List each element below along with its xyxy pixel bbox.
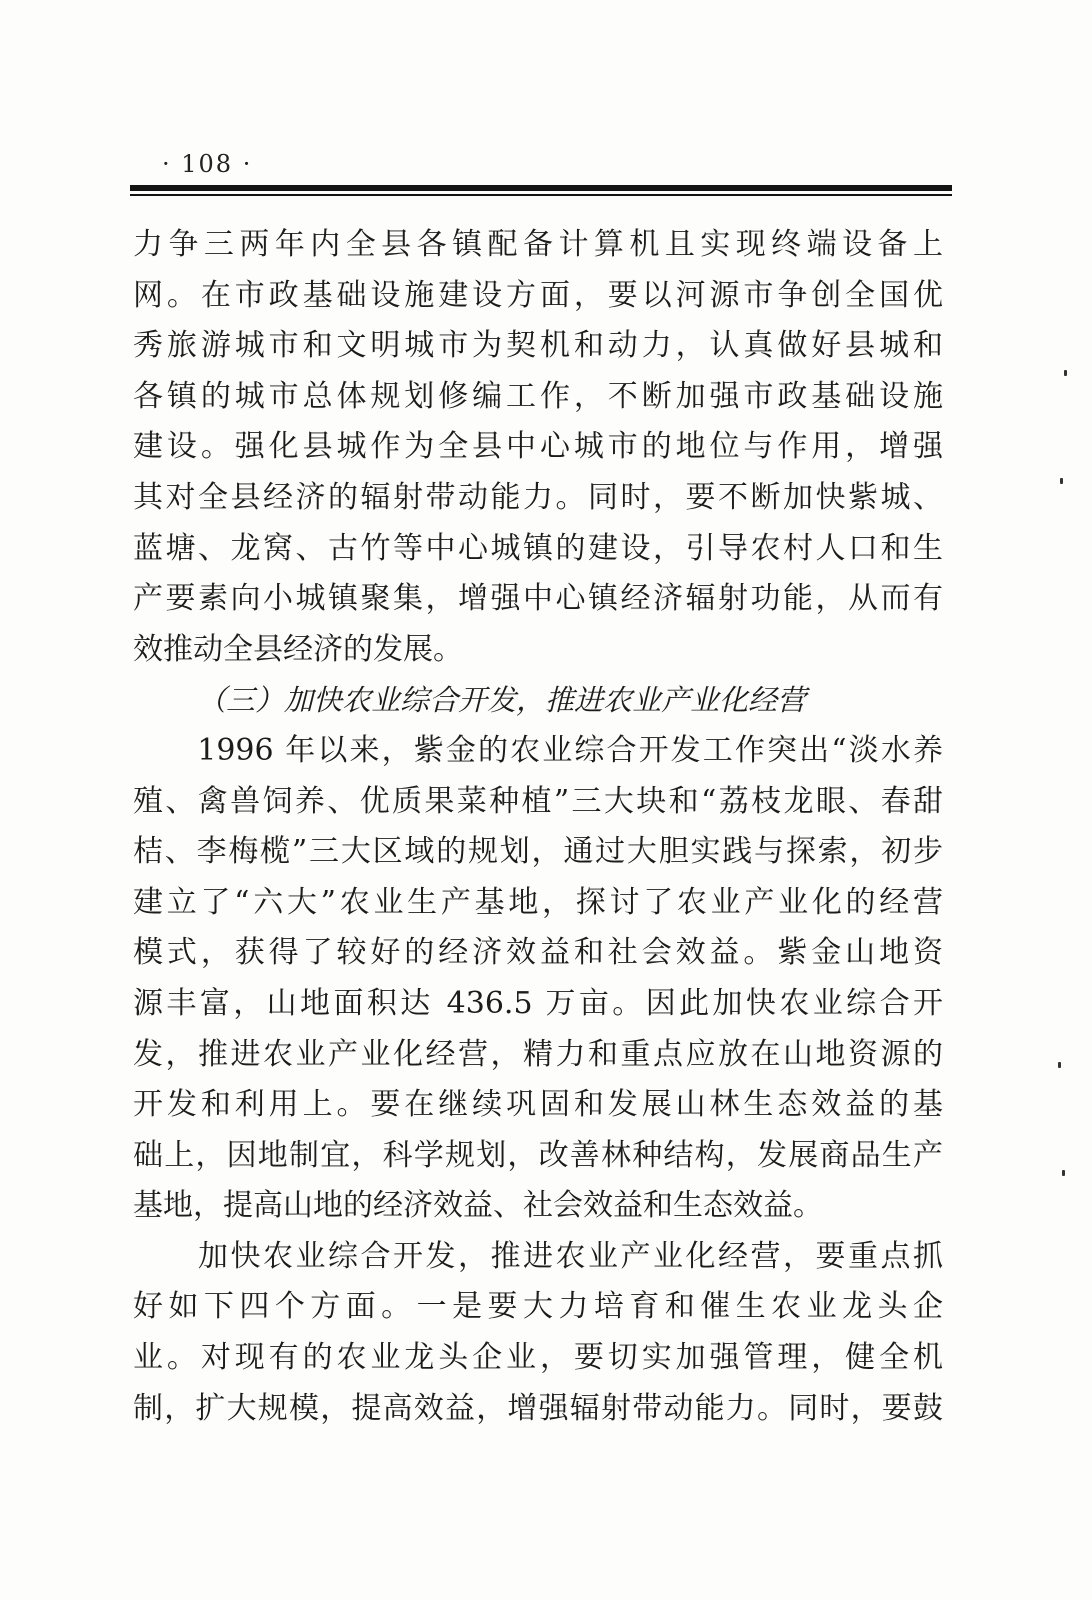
text-line: 秀旅游城市和文明城市为契机和动力，认真做好县城和 [133,328,943,364]
page-number: · 108 · [162,150,253,178]
text-line: 好如下四个方面。一是要大力培育和催生农业龙头企 [133,1289,943,1325]
scan-speck [1060,478,1063,484]
text-line: 网。在市政基础设施建设方面，要以河源市争创全国优 [133,277,943,313]
text-line: 力争三两年内全县各镇配备计算机且实现终端设备上 [133,227,943,262]
section-heading: （三）加快农业综合开发，推进农业产业化经营 [197,683,807,718]
text-line: 其对全县经济的辐射带动能力。同时，要不断加快紫城、 [133,479,943,515]
text-line: 开发和利用上。要在继续巩固和发展山林生态效益的基 [133,1087,943,1123]
text-line: 建设。强化县城作为全县中心城市的地位与作用，增强 [133,429,943,465]
text-line: 效推动全县经济的发展。 [133,631,463,667]
text-line: 殖、禽兽饲养、优质果菜种植”三大块和“荔枝龙眼、春甜 [133,783,943,819]
text-line: 桔、李梅榄”三大区域的规划，通过大胆实践与探索，初步 [133,834,943,870]
text-line: 加快农业综合开发，推进农业产业化经营，要重点抓 [133,1238,943,1274]
text-line: 产要素向小城镇聚集，增强中心镇经济辐射功能，从而有 [133,581,943,617]
text-line: 业。对现有的农业龙头企业，要切实加强管理，健全机 [133,1340,943,1376]
scan-speck [1062,1170,1065,1176]
body-text [133,220,943,1434]
text-line: 础上，因地制宜，科学规划，改善林种结构，发展商品生产 [133,1137,943,1173]
scan-speck [1058,1062,1061,1068]
text-line: 1996 年以来，紫金的农业综合开发工作突出“淡水养 [133,732,943,768]
header-rule-thick [130,185,952,191]
text-line: 各镇的城市总体规划修编工作，不断加强市政基础设施 [133,378,943,414]
header-rule-thin [130,194,952,196]
text-line: 模式，获得了较好的经济效益和社会效益。紫金山地资 [133,935,943,971]
text-line: 源丰富，山地面积达 436.5 万亩。因此加快农业综合开 [133,985,943,1021]
scan-speck [1064,370,1067,376]
text-line: 制，扩大规模，提高效益，增强辐射带动能力。同时，要鼓 [133,1390,943,1426]
text-line: 基地，提高山地的经济效益、社会效益和生态效益。 [133,1188,823,1224]
text-line: 发，推进农业产业化经营，精力和重点应放在山地资源的 [133,1036,943,1072]
text-line: 蓝塘、龙窝、古竹等中心城镇的建设，引导农村人口和生 [133,530,943,566]
text-line: 建立了“六大”农业生产基地，探讨了农业产业化的经营 [133,884,943,920]
